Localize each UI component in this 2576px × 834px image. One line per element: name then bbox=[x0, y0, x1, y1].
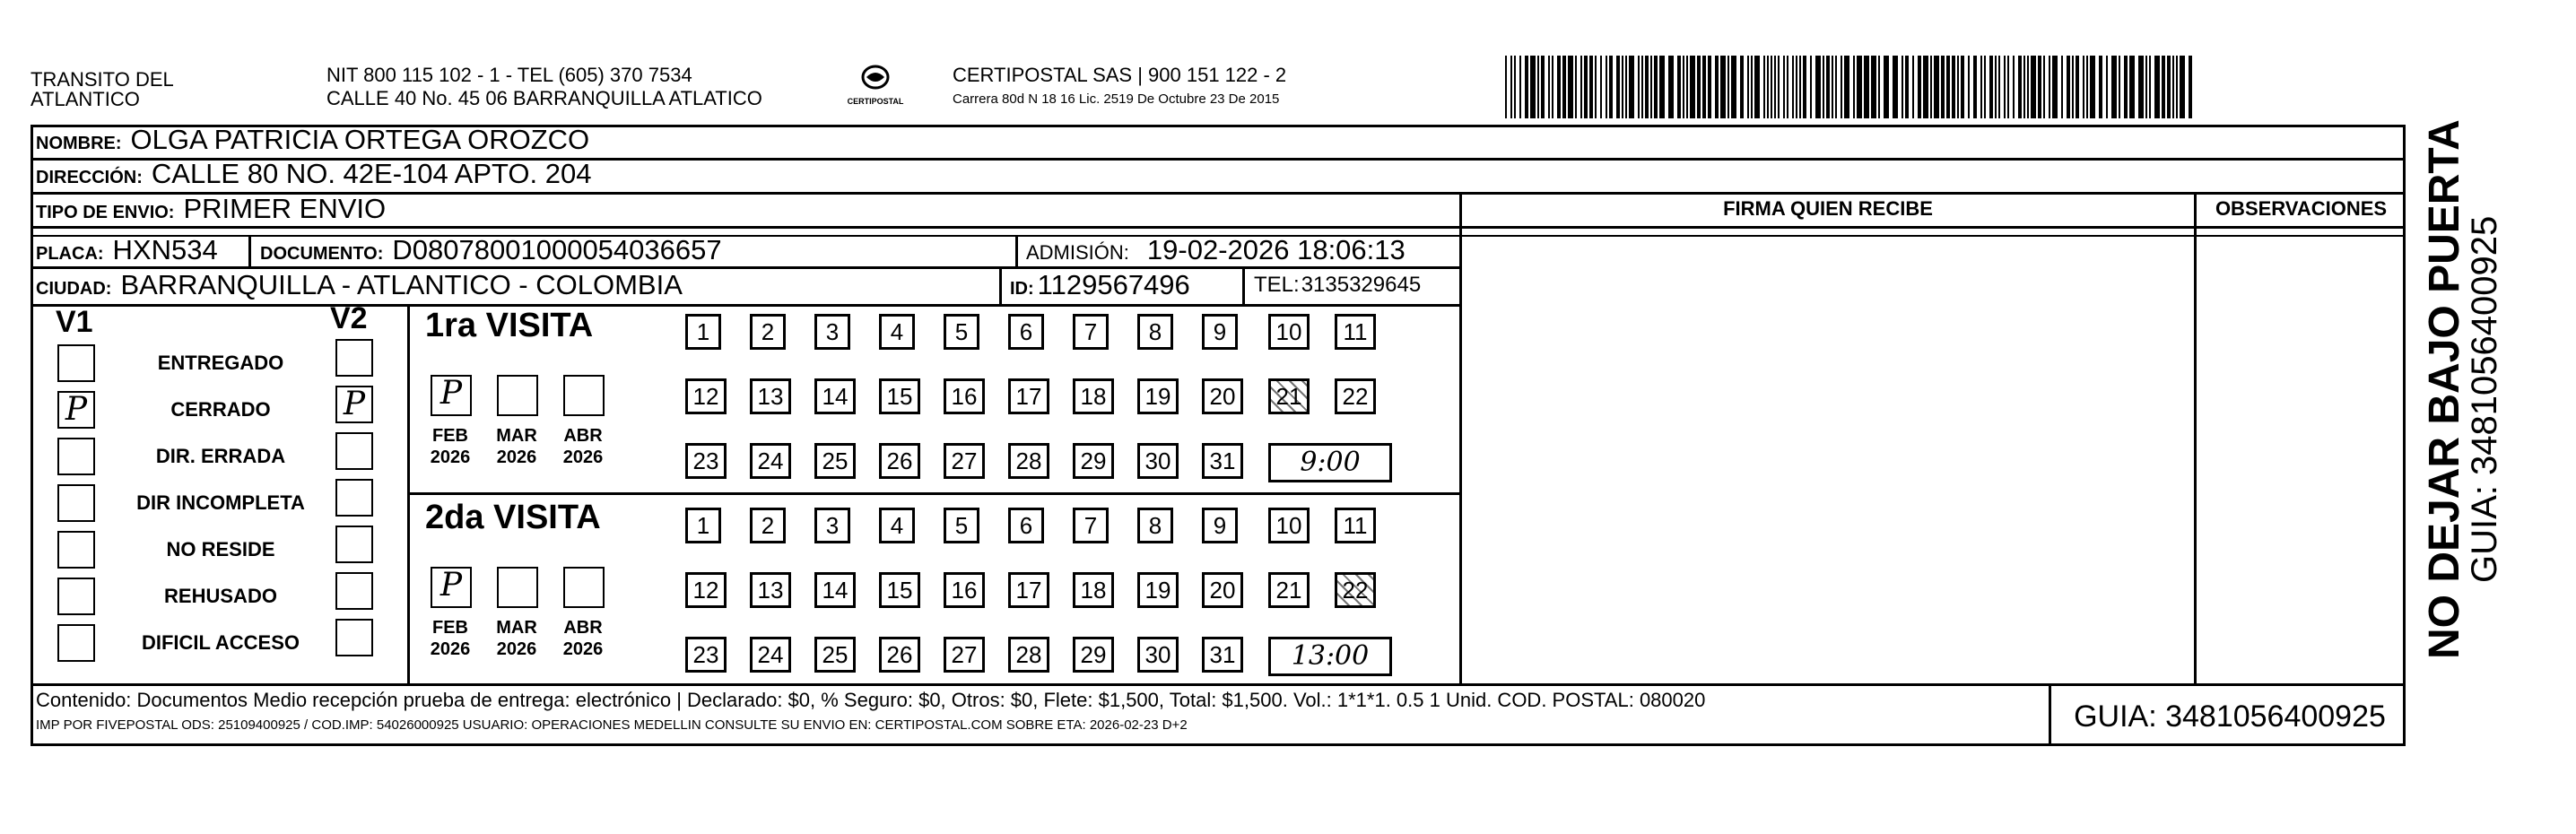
v2-checkbox[interactable]: P bbox=[335, 386, 373, 423]
status-option-label: REHUSADO bbox=[164, 585, 277, 607]
barcode-bar bbox=[1796, 56, 1797, 118]
barcode-bar bbox=[1787, 56, 1788, 118]
day-box[interactable]: 5 bbox=[944, 314, 979, 350]
day-box[interactable]: 29 bbox=[1073, 637, 1114, 673]
barcode-bar bbox=[2172, 56, 2174, 118]
barcode-bar bbox=[1727, 56, 1729, 118]
day-box[interactable]: 22 bbox=[1335, 378, 1376, 414]
barcode-bar bbox=[2023, 56, 2025, 118]
barcode-bar bbox=[2099, 56, 2102, 118]
day-box[interactable]: 21 bbox=[1268, 378, 1310, 414]
barcode-bar bbox=[1690, 56, 1695, 118]
id-value: 1129567496 bbox=[1037, 269, 1190, 300]
day-box[interactable]: 2 bbox=[750, 314, 786, 350]
month-name: MAR bbox=[496, 618, 537, 638]
barcode-bar bbox=[1600, 56, 1602, 118]
barcode-bar bbox=[1731, 56, 1736, 118]
day-box[interactable]: 18 bbox=[1073, 572, 1114, 608]
day-box[interactable]: 27 bbox=[944, 637, 985, 673]
direccion-value: CALLE 80 NO. 42E-104 APTO. 204 bbox=[151, 158, 592, 189]
month-name: ABR bbox=[563, 618, 603, 638]
id-row bbox=[1010, 269, 1190, 301]
day-box[interactable]: 13 bbox=[750, 572, 791, 608]
day-box[interactable]: 28 bbox=[1008, 637, 1049, 673]
barcode-bar bbox=[1835, 56, 1837, 118]
barcode-bar bbox=[1941, 56, 1945, 118]
day-box[interactable]: 10 bbox=[1268, 314, 1310, 350]
barcode-bar bbox=[1884, 56, 1889, 118]
v1-checkbox[interactable] bbox=[57, 438, 95, 475]
day-box[interactable]: 26 bbox=[879, 637, 920, 673]
barcode-bar bbox=[2176, 56, 2178, 118]
month-checkbox[interactable]: P bbox=[431, 375, 472, 416]
barcode-bar bbox=[2083, 56, 2084, 118]
v1-checkbox[interactable] bbox=[57, 531, 95, 569]
day-box[interactable]: 7 bbox=[1073, 314, 1109, 350]
barcode-bar bbox=[1584, 56, 1588, 118]
month-year: 2026 bbox=[496, 639, 537, 659]
barcode-bar bbox=[1934, 56, 1939, 118]
month-year: 2026 bbox=[562, 447, 604, 467]
barcode-bar bbox=[2090, 56, 2095, 118]
barcode-bar bbox=[2076, 56, 2079, 118]
barcode-bar bbox=[2129, 56, 2135, 118]
line bbox=[248, 235, 251, 266]
imp-text: IMP POR FIVEPOSTAL ODS: 25109400925 / COD.IMP: 54026000925 USUARIO: OPERACIONES MEDELLIN CONSULTE SU ENVIO EN: CERTIPOSTAL.COM SOBRE ETA: 2026-02-23 D+2 bbox=[36, 717, 1188, 733]
line bbox=[30, 192, 2406, 195]
day-box[interactable]: 20 bbox=[1202, 572, 1243, 608]
barcode-bar bbox=[1708, 56, 1711, 118]
company-sub: Carrera 80d N 18 16 Lic. 2519 De Octubre 23 De 2015 bbox=[953, 91, 1280, 107]
barcode-bar bbox=[1686, 56, 1688, 118]
barcode-bar bbox=[1616, 56, 1620, 118]
nit-line: NIT 800 115 102 - 1 - TEL (605) 370 7534 bbox=[326, 64, 692, 86]
barcode-bar bbox=[1792, 56, 1794, 118]
barcode-bar bbox=[1783, 56, 1785, 118]
day-box[interactable]: 25 bbox=[814, 637, 856, 673]
day-box[interactable]: 20 bbox=[1202, 378, 1243, 414]
v1-label: V1 bbox=[56, 305, 93, 339]
month-year: 2026 bbox=[562, 639, 604, 659]
month-checkbox[interactable] bbox=[563, 375, 605, 416]
second-visit-title: 2da VISITA bbox=[425, 499, 601, 536]
v2-label: V2 bbox=[330, 301, 368, 335]
ciudad-row bbox=[36, 269, 683, 301]
v1-checkbox[interactable] bbox=[57, 484, 95, 522]
barcode-bar bbox=[1645, 56, 1649, 118]
admision-label: ADMISIÓN: bbox=[1026, 241, 1129, 264]
logo-icon bbox=[850, 63, 901, 115]
firma-header: FIRMA QUIEN RECIBE bbox=[1723, 197, 1933, 220]
barcode-bar bbox=[1568, 56, 1573, 118]
barcode-bar bbox=[1803, 56, 1806, 118]
v2-checkbox[interactable] bbox=[335, 432, 373, 470]
status-option-label: ENTREGADO bbox=[157, 352, 284, 374]
month-name: FEB bbox=[432, 618, 468, 638]
day-box[interactable]: 12 bbox=[685, 572, 727, 608]
barcode-bar bbox=[1778, 56, 1780, 118]
barcode-bar bbox=[1552, 56, 1553, 118]
v2-checkbox[interactable] bbox=[335, 572, 373, 610]
month-year: 2026 bbox=[496, 447, 537, 467]
barcode-bar bbox=[1562, 56, 1566, 118]
barcode-bar bbox=[1683, 56, 1684, 118]
month-year: 2026 bbox=[430, 447, 471, 467]
barcode-bar bbox=[1537, 56, 1539, 118]
day-box[interactable]: 31 bbox=[1202, 637, 1243, 673]
side-warning: NO DEJAR BAJO PUERTA bbox=[2421, 119, 2468, 659]
barcode-bar bbox=[1740, 56, 1744, 118]
day-box[interactable]: 16 bbox=[944, 572, 985, 608]
barcode-bar bbox=[1930, 56, 1932, 118]
barcode-bar bbox=[1505, 56, 1507, 118]
guia-box: GUIA: 3481056400925 bbox=[2074, 699, 2386, 734]
ciudad-label: CIUDAD: bbox=[36, 279, 112, 299]
status-option-label: DIR INCOMPLETA bbox=[136, 491, 305, 514]
visit-time[interactable]: 13:00 bbox=[1268, 637, 1392, 676]
day-box[interactable]: 15 bbox=[879, 378, 920, 414]
day-box[interactable]: 2 bbox=[750, 508, 786, 543]
day-box[interactable]: 28 bbox=[1008, 443, 1049, 479]
barcode-bar bbox=[1629, 56, 1634, 118]
barcode-bar bbox=[1998, 56, 2000, 118]
barcode-bar bbox=[1826, 56, 1830, 118]
direccion-row bbox=[36, 158, 591, 190]
v1-checkbox[interactable]: P bbox=[57, 391, 95, 429]
day-box[interactable]: 18 bbox=[1073, 378, 1114, 414]
day-box[interactable]: 11 bbox=[1335, 314, 1376, 350]
barcode-bar bbox=[1677, 56, 1681, 118]
barcode-bar bbox=[1774, 56, 1776, 118]
v2-checkbox[interactable] bbox=[335, 526, 373, 563]
barcode-bar bbox=[1841, 56, 1842, 118]
day-box[interactable]: 17 bbox=[1008, 378, 1049, 414]
day-box[interactable]: 23 bbox=[685, 637, 727, 673]
barcode-bar bbox=[1659, 56, 1665, 118]
status-option-label: CERRADO bbox=[170, 398, 271, 421]
day-box[interactable]: 26 bbox=[879, 443, 920, 479]
barcode-bar bbox=[1514, 56, 1516, 118]
month-name: MAR bbox=[496, 426, 537, 446]
barcode-bar bbox=[2189, 56, 2192, 118]
day-box[interactable]: 23 bbox=[685, 443, 727, 479]
barcode-bar bbox=[1844, 56, 1849, 118]
status-option-label: DIFICIL ACCESO bbox=[141, 631, 300, 654]
observaciones-header: OBSERVACIONES bbox=[2215, 197, 2388, 220]
month-year: 2026 bbox=[430, 639, 471, 659]
barcode-bar bbox=[2067, 56, 2070, 118]
v2-checkbox[interactable] bbox=[335, 339, 373, 377]
barcode bbox=[1505, 56, 2196, 118]
org-name-text: TRANSITO DEL ATLANTICO bbox=[30, 68, 173, 110]
barcode-bar bbox=[1754, 56, 1760, 118]
month-checkbox[interactable] bbox=[497, 375, 538, 416]
placa-label: PLACA: bbox=[36, 244, 104, 264]
barcode-bar bbox=[1857, 56, 1862, 118]
barcode-bar bbox=[2027, 56, 2029, 118]
nombre-label: NOMBRE: bbox=[36, 134, 122, 153]
line bbox=[999, 266, 1002, 304]
nombre-value: OLGA PATRICIA ORTEGA OROZCO bbox=[130, 124, 590, 155]
day-box[interactable]: 10 bbox=[1268, 508, 1310, 543]
day-box[interactable]: 29 bbox=[1073, 443, 1114, 479]
barcode-bar bbox=[1530, 56, 1536, 118]
barcode-bar bbox=[1832, 56, 1833, 118]
day-box[interactable]: 8 bbox=[1137, 508, 1173, 543]
barcode-bar bbox=[1519, 56, 1521, 118]
day-box[interactable]: 22 bbox=[1335, 572, 1376, 608]
day-box[interactable]: 9 bbox=[1202, 314, 1238, 350]
day-box[interactable]: 15 bbox=[879, 572, 920, 608]
line bbox=[407, 304, 410, 683]
barcode-bar bbox=[1638, 56, 1640, 118]
documento-row bbox=[260, 234, 722, 266]
month-label bbox=[556, 617, 610, 660]
barcode-bar bbox=[1810, 56, 1812, 118]
address-line: CALLE 40 No. 45 06 BARRANQUILLA ATLATICO bbox=[326, 87, 762, 109]
barcode-bar bbox=[2052, 56, 2058, 118]
day-box[interactable]: 19 bbox=[1137, 572, 1179, 608]
documento-value: D08078001000054036657 bbox=[392, 234, 722, 265]
barcode-bar bbox=[2013, 56, 2015, 118]
id-label: ID: bbox=[1010, 279, 1034, 299]
barcode-bar bbox=[1557, 56, 1561, 118]
day-box[interactable]: 14 bbox=[814, 572, 856, 608]
barcode-bar bbox=[2124, 56, 2128, 118]
barcode-bar bbox=[1641, 56, 1643, 118]
day-box[interactable]: 12 bbox=[685, 378, 727, 414]
admision-value: 19-02-2026 18:06:13 bbox=[1146, 234, 1405, 265]
barcode-bar bbox=[1799, 56, 1801, 118]
barcode-bar bbox=[1650, 56, 1652, 118]
day-box[interactable]: 11 bbox=[1335, 508, 1376, 543]
barcode-bar bbox=[2149, 56, 2151, 118]
day-box[interactable]: 24 bbox=[750, 637, 791, 673]
visit-time[interactable]: 9:00 bbox=[1268, 443, 1392, 482]
barcode-bar bbox=[1763, 56, 1765, 118]
barcode-bar bbox=[1580, 56, 1582, 118]
company-line: CERTIPOSTAL SAS | 900 151 122 - 2 bbox=[953, 64, 1287, 86]
day-box[interactable]: 3 bbox=[814, 314, 850, 350]
day-box[interactable]: 14 bbox=[814, 378, 856, 414]
line bbox=[2049, 683, 2051, 746]
placa-row bbox=[36, 234, 218, 266]
day-box[interactable]: 24 bbox=[750, 443, 791, 479]
month-name: FEB bbox=[432, 426, 468, 446]
barcode-bar bbox=[1510, 56, 1512, 118]
v2-checkbox[interactable] bbox=[335, 479, 373, 517]
barcode-bar bbox=[1980, 56, 1982, 118]
barcode-bar bbox=[2111, 56, 2117, 118]
barcode-bar bbox=[1815, 56, 1821, 118]
month-checkbox[interactable]: P bbox=[431, 567, 472, 608]
contenido-text: Contenido: Documentos Medio recepción prueba de entrega: electrónico | Declarado: $0, % Seguro: $0, Otros: $0, Flete: $1,500, Total: $1,500. Vol.: 1*1*1. 0.5 1 Unid. COD. POSTAL: 080020 bbox=[36, 689, 1706, 711]
month-label bbox=[490, 617, 544, 660]
barcode-bar bbox=[1878, 56, 1880, 118]
day-box[interactable]: 4 bbox=[879, 508, 915, 543]
day-box[interactable]: 4 bbox=[879, 314, 915, 350]
status-option-label: DIR. ERRADA bbox=[155, 445, 286, 467]
barcode-bar bbox=[2043, 56, 2045, 118]
month-label bbox=[423, 425, 477, 468]
barcode-bar bbox=[1697, 56, 1701, 118]
day-box[interactable]: 30 bbox=[1137, 637, 1179, 673]
barcode-bar bbox=[1589, 56, 1593, 118]
barcode-bar bbox=[2154, 56, 2160, 118]
barcode-bar bbox=[1575, 56, 1577, 118]
barcode-bar bbox=[1952, 56, 1955, 118]
barcode-bar bbox=[1767, 56, 1769, 118]
barcode-bar bbox=[1541, 56, 1545, 118]
v1-checkbox[interactable] bbox=[57, 344, 95, 382]
day-box[interactable]: 25 bbox=[814, 443, 856, 479]
tipo-row bbox=[36, 193, 386, 225]
day-box[interactable]: 1 bbox=[685, 508, 721, 543]
line bbox=[30, 304, 1462, 307]
month-label bbox=[490, 425, 544, 468]
day-box[interactable]: 13 bbox=[750, 378, 791, 414]
barcode-bar bbox=[1984, 56, 1986, 118]
day-box[interactable]: 30 bbox=[1137, 443, 1179, 479]
barcode-bar bbox=[2007, 56, 2009, 118]
day-box[interactable]: 8 bbox=[1137, 314, 1173, 350]
line bbox=[1015, 235, 1018, 266]
day-box[interactable]: 27 bbox=[944, 443, 985, 479]
barcode-bar bbox=[2180, 56, 2185, 118]
barcode-bar bbox=[2031, 56, 2036, 118]
day-box[interactable]: 9 bbox=[1202, 508, 1238, 543]
barcode-bar bbox=[1548, 56, 1550, 118]
first-visit-title: 1ra VISITA bbox=[425, 307, 594, 344]
barcode-bar bbox=[2038, 56, 2041, 118]
barcode-bar bbox=[1968, 56, 1970, 118]
barcode-bar bbox=[1864, 56, 1869, 118]
barcode-bar bbox=[1893, 56, 1898, 118]
barcode-bar bbox=[1609, 56, 1613, 118]
certipostal-logo bbox=[847, 63, 904, 115]
v2-checkbox[interactable] bbox=[335, 619, 373, 656]
barcode-bar bbox=[1923, 56, 1928, 118]
day-box[interactable]: 3 bbox=[814, 508, 850, 543]
barcode-bar bbox=[1606, 56, 1607, 118]
barcode-bar bbox=[2162, 56, 2165, 118]
line bbox=[1242, 266, 1245, 304]
tel-value: 3135329645 bbox=[1301, 273, 1422, 297]
tipo-value: PRIMER ENVIO bbox=[183, 193, 387, 224]
placa-value: HXN534 bbox=[112, 234, 218, 265]
barcode-bar bbox=[2086, 56, 2088, 118]
month-checkbox[interactable] bbox=[563, 567, 605, 608]
nombre-row bbox=[36, 124, 589, 156]
barcode-bar bbox=[2119, 56, 2120, 118]
barcode-bar bbox=[1771, 56, 1772, 118]
day-box[interactable]: 16 bbox=[944, 378, 985, 414]
direccion-label: DIRECCIÓN: bbox=[36, 168, 143, 187]
ciudad-value: BARRANQUILLA - ATLANTICO - COLOMBIA bbox=[120, 269, 683, 300]
line bbox=[1459, 192, 1462, 683]
tipo-label: TIPO DE ENVIO: bbox=[36, 203, 175, 222]
barcode-bar bbox=[1902, 56, 1903, 118]
month-label bbox=[423, 617, 477, 660]
day-box[interactable]: 5 bbox=[944, 508, 979, 543]
barcode-bar bbox=[1668, 56, 1674, 118]
day-box[interactable]: 6 bbox=[1008, 314, 1044, 350]
barcode-bar bbox=[2106, 56, 2108, 118]
v1-checkbox[interactable] bbox=[57, 578, 95, 615]
barcode-bar bbox=[1905, 56, 1909, 118]
org-name bbox=[30, 70, 210, 109]
day-box[interactable]: 7 bbox=[1073, 508, 1109, 543]
line bbox=[407, 492, 1462, 495]
barcode-bar bbox=[2072, 56, 2074, 118]
barcode-bar bbox=[1973, 56, 1977, 118]
tel-label: TEL: bbox=[1254, 273, 1300, 297]
documento-label: DOCUMENTO: bbox=[260, 244, 384, 264]
barcode-bar bbox=[1595, 56, 1597, 118]
day-box[interactable]: 21 bbox=[1268, 572, 1310, 608]
barcode-bar bbox=[1823, 56, 1824, 118]
line bbox=[30, 226, 2406, 229]
barcode-bar bbox=[1871, 56, 1876, 118]
barcode-bar bbox=[2138, 56, 2144, 118]
barcode-bar bbox=[1622, 56, 1623, 118]
month-label bbox=[556, 425, 610, 468]
barcode-bar bbox=[1525, 56, 1528, 118]
month-name: ABR bbox=[563, 426, 603, 446]
barcode-bar bbox=[1946, 56, 1950, 118]
barcode-bar bbox=[2145, 56, 2147, 118]
barcode-bar bbox=[1957, 56, 1959, 118]
barcode-bar bbox=[1995, 56, 1997, 118]
barcode-bar bbox=[1654, 56, 1658, 118]
admision-row bbox=[1026, 234, 1405, 266]
barcode-bar bbox=[2049, 56, 2050, 118]
barcode-bar bbox=[1720, 56, 1726, 118]
day-box[interactable]: 1 bbox=[685, 314, 721, 350]
barcode-bar bbox=[1918, 56, 1921, 118]
day-box[interactable]: 6 bbox=[1008, 508, 1044, 543]
day-box[interactable]: 19 bbox=[1137, 378, 1179, 414]
day-box[interactable]: 17 bbox=[1008, 572, 1049, 608]
logo-caption: CERTIPOSTAL bbox=[847, 97, 904, 106]
side-guia: GUIA: 3481056400925 bbox=[2465, 215, 2504, 583]
barcode-bar bbox=[1715, 56, 1719, 118]
barcode-bar bbox=[1853, 56, 1855, 118]
barcode-bar bbox=[1747, 56, 1749, 118]
status-option-label: NO RESIDE bbox=[166, 538, 275, 560]
barcode-bar bbox=[1625, 56, 1627, 118]
day-box[interactable]: 31 bbox=[1202, 443, 1243, 479]
barcode-bar bbox=[1751, 56, 1753, 118]
barcode-bar bbox=[1912, 56, 1914, 118]
tel-row bbox=[1254, 273, 1421, 298]
barcode-bar bbox=[1702, 56, 1706, 118]
barcode-bar bbox=[2167, 56, 2171, 118]
barcode-bar bbox=[1989, 56, 1993, 118]
line bbox=[2194, 192, 2197, 683]
barcode-bar bbox=[2004, 56, 2006, 118]
month-checkbox[interactable] bbox=[497, 567, 538, 608]
v1-checkbox[interactable] bbox=[57, 624, 95, 662]
barcode-bar bbox=[2061, 56, 2063, 118]
barcode-bar bbox=[2018, 56, 2022, 118]
barcode-bar bbox=[1961, 56, 1964, 118]
